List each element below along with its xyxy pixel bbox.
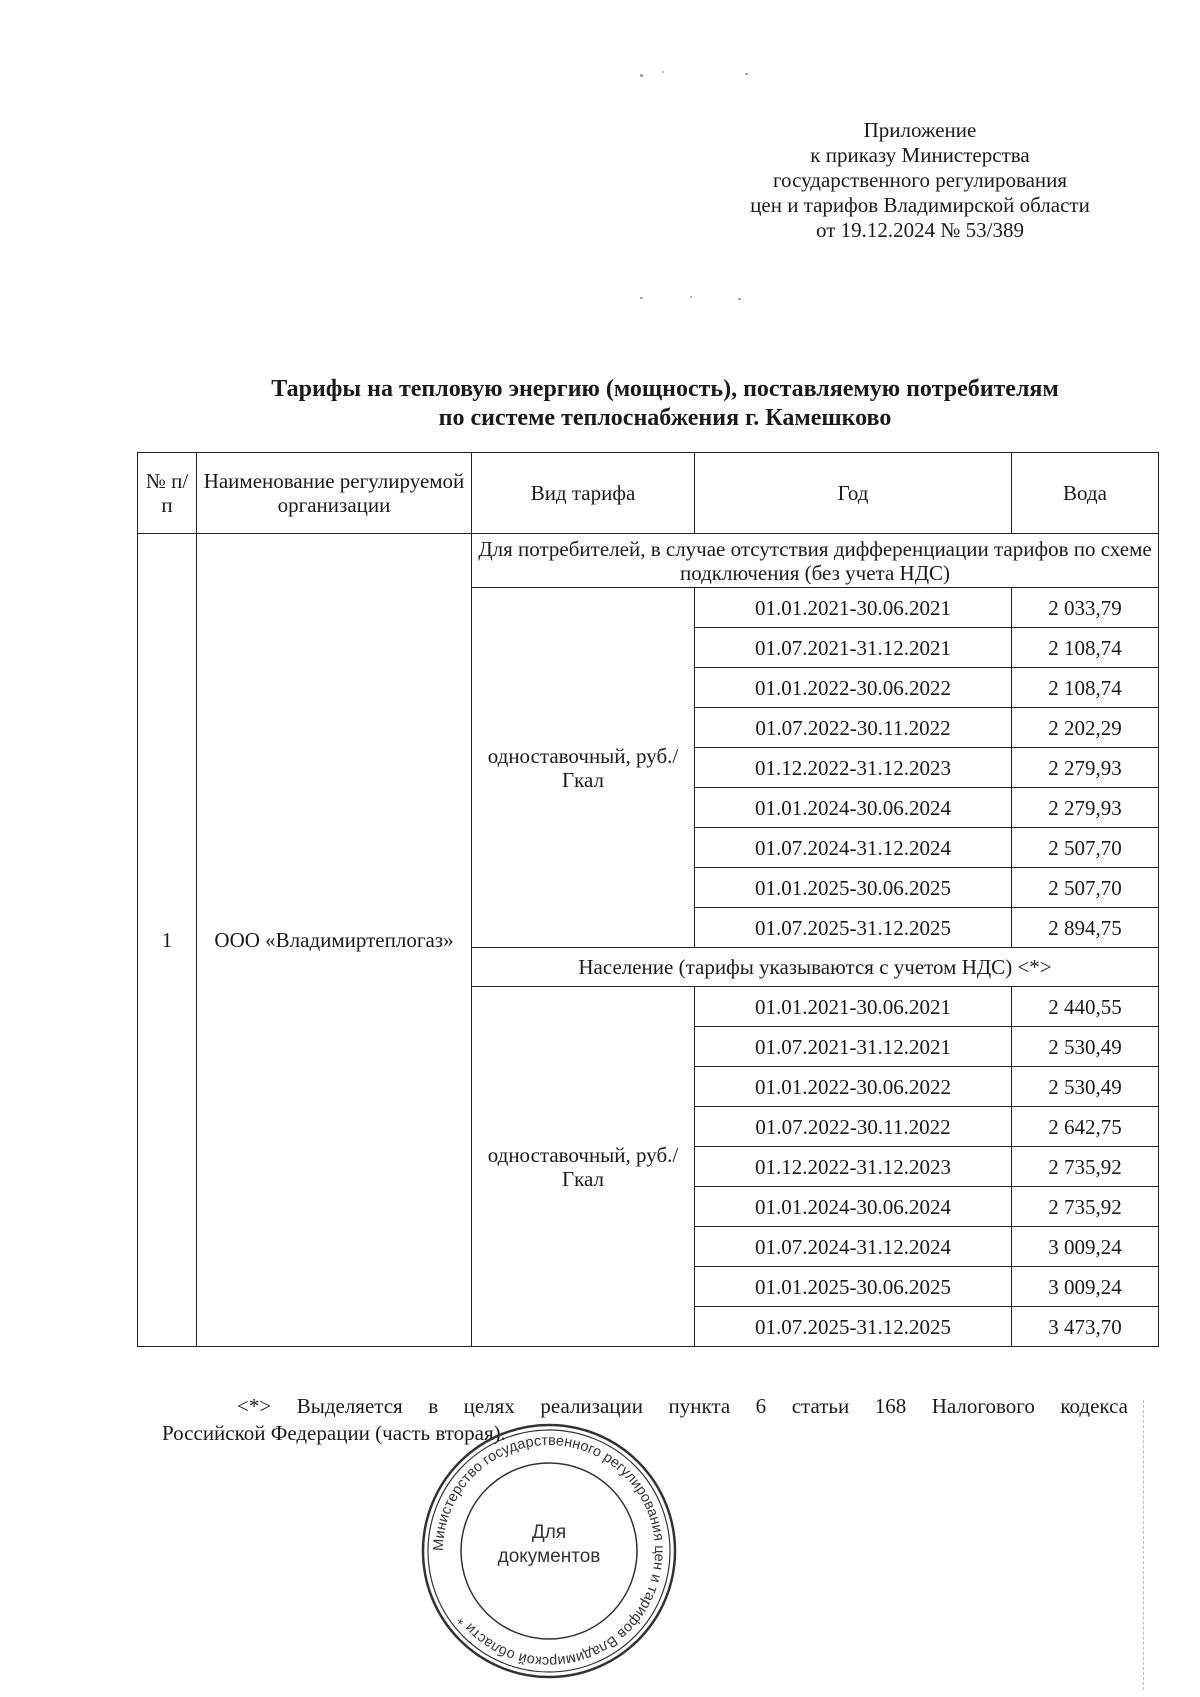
header-year: Год — [695, 453, 1012, 534]
period-cell: 01.01.2024-30.06.2024 — [695, 1187, 1012, 1227]
appendix-header — [700, 118, 1140, 243]
category-cell: Для потребителей, в случае отсутствия дифференциации тарифов по схеме подключения (без учета НДС) — [472, 534, 1159, 588]
period-cell: 01.07.2022-30.11.2022 — [695, 1107, 1012, 1147]
water-tariff-cell: 2 507,70 — [1012, 828, 1159, 868]
appendix-line: от 19.12.2024 № 53/389 — [815, 218, 1025, 242]
official-stamp — [420, 1422, 678, 1680]
scan-speck — [738, 298, 741, 300]
footnote-line-1: <*> Выделяется в целях реализации пункта 6 статьи 168 Налогового кодекса — [237, 1394, 1128, 1418]
water-tariff-cell: 2 735,92 — [1012, 1147, 1159, 1187]
tariff-type-cell: одноставочный, руб./Гкал — [472, 588, 695, 948]
scan-speck — [640, 74, 643, 77]
title-line-2: по системе теплоснабжения г. Камешково — [438, 405, 892, 431]
period-cell: 01.12.2022-31.12.2023 — [695, 748, 1012, 788]
scan-speck — [690, 296, 692, 298]
water-tariff-cell: 2 507,70 — [1012, 868, 1159, 908]
water-tariff-cell: 2 440,55 — [1012, 987, 1159, 1027]
stamp-seal-icon — [420, 1422, 678, 1680]
stamp-center-line-2: документов — [497, 1546, 601, 1567]
title-line-1: Тарифы на тепловую энергию (мощность), поставляемую потребителям — [271, 376, 1059, 402]
stamp-center-line-1: Для — [531, 1522, 567, 1543]
water-tariff-cell: 2 530,49 — [1012, 1067, 1159, 1107]
row-number-cell: 1 — [138, 534, 197, 1347]
header-organization: Наименование регулируемой организации — [197, 453, 472, 534]
period-cell: 01.07.2022-30.11.2022 — [695, 708, 1012, 748]
scan-speck — [640, 297, 643, 299]
water-tariff-cell: 3 473,70 — [1012, 1307, 1159, 1347]
appendix-line: к приказу Министерства — [810, 143, 1030, 167]
water-tariff-cell: 3 009,24 — [1012, 1227, 1159, 1267]
water-tariff-cell: 2 108,74 — [1012, 628, 1159, 668]
appendix-line: цен и тарифов Владимирской области — [750, 193, 1090, 217]
water-tariff-cell: 2 279,93 — [1012, 748, 1159, 788]
period-cell: 01.01.2024-30.06.2024 — [695, 788, 1012, 828]
period-cell: 01.01.2022-30.06.2022 — [695, 1067, 1012, 1107]
water-tariff-cell: 2 894,75 — [1012, 908, 1159, 948]
tariff-table — [137, 452, 1159, 1347]
water-tariff-cell: 2 202,29 — [1012, 708, 1159, 748]
period-cell: 01.07.2025-31.12.2025 — [695, 1307, 1012, 1347]
water-tariff-cell: 2 530,49 — [1012, 1027, 1159, 1067]
period-cell: 01.07.2024-31.12.2024 — [695, 1227, 1012, 1267]
water-tariff-cell: 2 279,93 — [1012, 788, 1159, 828]
appendix-line: Приложение — [863, 118, 977, 142]
water-tariff-cell: 2 033,79 — [1012, 588, 1159, 628]
water-tariff-cell: 2 642,75 — [1012, 1107, 1159, 1147]
period-cell: 01.12.2022-31.12.2023 — [695, 1147, 1012, 1187]
footnote-line-2: Российской Федерации (часть вторая). — [162, 1421, 506, 1445]
period-cell: 01.01.2021-30.06.2021 — [695, 588, 1012, 628]
period-cell: 01.07.2021-31.12.2021 — [695, 628, 1012, 668]
stamp-ring-text: Министерство государственного регулирования цен и тарифов Владимирской области * — [430, 1432, 668, 1670]
period-cell: 01.07.2024-31.12.2024 — [695, 828, 1012, 868]
water-tariff-cell: 3 009,24 — [1012, 1267, 1159, 1307]
period-cell: 01.01.2022-30.06.2022 — [695, 668, 1012, 708]
category-cell: Население (тарифы указываются с учетом НДС) <*> — [472, 948, 1159, 987]
scan-speck — [745, 73, 748, 75]
scan-speck — [662, 71, 664, 73]
period-cell: 01.01.2025-30.06.2025 — [695, 868, 1012, 908]
water-tariff-cell: 2 108,74 — [1012, 668, 1159, 708]
period-cell: 01.07.2025-31.12.2025 — [695, 908, 1012, 948]
scan-edge-artifact — [1143, 1400, 1146, 1690]
tariff-type-cell: одноставочный, руб./Гкал — [472, 987, 695, 1347]
header-water: Вода — [1012, 453, 1159, 534]
document-title — [170, 375, 1160, 433]
period-cell: 01.01.2025-30.06.2025 — [695, 1267, 1012, 1307]
header-tariff-type: Вид тарифа — [472, 453, 695, 534]
table-header-row — [138, 453, 1159, 534]
section-category-row — [138, 534, 1159, 588]
period-cell: 01.01.2021-30.06.2021 — [695, 987, 1012, 1027]
water-tariff-cell: 2 735,92 — [1012, 1187, 1159, 1227]
period-cell: 01.07.2021-31.12.2021 — [695, 1027, 1012, 1067]
organization-cell: ООО «Владимиртеплогаз» — [197, 534, 472, 1347]
appendix-line: государственного регулирования — [772, 168, 1068, 192]
header-num: № п/п — [138, 453, 197, 534]
